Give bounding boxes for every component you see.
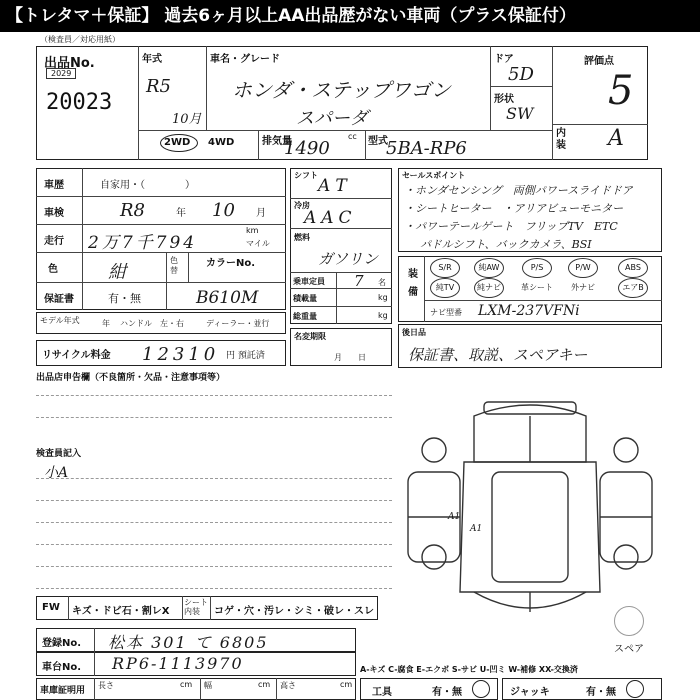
inspection-month: 10 <box>212 200 235 221</box>
tools-label: 工具 <box>372 687 392 698</box>
registration-value: 松本 301 て 6805 <box>108 633 269 652</box>
shift-value: AT <box>318 176 353 196</box>
inspector-value: 小A <box>44 465 69 481</box>
spare-circle <box>614 606 644 636</box>
later-label: 後日品 <box>402 328 426 337</box>
model-label: 車名・グレード <box>210 54 280 65</box>
interior-label: 内装 <box>556 128 566 151</box>
cert-height-label: 高さ <box>280 681 296 690</box>
fuel-value: ガソリン <box>318 250 379 268</box>
recycle-label: リサイクル料金 <box>42 350 111 361</box>
name-change-unit: 月 日 <box>334 353 366 362</box>
recycle-value: 12310 <box>142 344 220 365</box>
cert-width-unit: cm <box>258 680 271 689</box>
weight-unit: kg <box>378 311 388 320</box>
spare-label: スペア <box>614 644 644 655</box>
sales-line-4: パドルシフト、バックカメラ、BSI <box>420 238 592 251</box>
sales-line-2: ・シートヒーター ・アリアビューモニター <box>404 202 624 215</box>
equip-pw: P/W <box>568 258 598 278</box>
model-year-unit: 年 <box>102 319 110 328</box>
year-label: 年式 <box>142 54 162 65</box>
seat-label: シート内装 <box>184 598 208 616</box>
history-value: 自家用・（ ） <box>100 180 195 191</box>
displacement-value: 1490 <box>284 138 330 159</box>
model-year-label: モデル年式 <box>40 316 80 325</box>
chassis-value: RP6-1113970 <box>112 654 244 673</box>
capacity-unit: 名 <box>378 278 386 287</box>
inspection-label: 車検 <box>44 208 64 219</box>
notes-title: 出品店申告欄（不良箇所・欠品・注意事項等） <box>36 373 226 383</box>
color-value: 紺 <box>108 262 126 283</box>
fuel-label: 燃料 <box>294 233 310 242</box>
name-change-label: 名変期限 <box>294 332 326 341</box>
history-label: 車歴 <box>44 180 64 191</box>
jack-label: ジャッキ <box>510 687 550 698</box>
lot-year-tag: 2029 <box>46 68 76 79</box>
car-diagram <box>404 392 656 632</box>
mileage-label: 走行 <box>44 236 64 247</box>
equipment-label: 装備 <box>408 269 418 298</box>
score-label: 評価点 <box>584 56 614 67</box>
displacement-label: 排気量 <box>262 136 292 147</box>
score-value: 5 <box>608 68 634 114</box>
banner: 【トレタマ＋保証】 過去6ヶ月以上AA出品歴がない車両（プラス保証付） <box>0 0 700 32</box>
drive-two: 2WD <box>164 137 191 148</box>
seat-items: コゲ・穴・汚レ・シミ・破レ・スレ <box>214 606 374 617</box>
mileage-mile: マイル <box>246 239 270 248</box>
year-era: R5 <box>146 76 172 97</box>
cc-unit: cc <box>348 132 357 141</box>
cert-height-unit: cm <box>340 680 353 689</box>
mileage-value: 2万7千794 <box>88 233 198 253</box>
warranty-value: 有・無 <box>108 292 141 305</box>
capacity-value: 7 <box>354 272 364 290</box>
lot-number: 20023 <box>46 90 113 115</box>
weight-label: 総重量 <box>293 312 317 321</box>
equip-sr: S/R <box>430 258 460 278</box>
inspection-month-unit: 月 <box>256 208 266 219</box>
inspection-year-unit: 年 <box>176 208 186 219</box>
damage-mark-2: A1 <box>470 524 483 534</box>
dealer-value: ディーラー・並行 <box>206 319 270 328</box>
color-code-label: カラーNo. <box>206 258 256 269</box>
tools-circle <box>472 680 490 698</box>
damage-mark-1: A1 <box>448 512 461 522</box>
equip-ext-navi: 外ナビ <box>571 283 595 292</box>
inspector-label: 検査員記入 <box>36 449 82 459</box>
mileage-km: km <box>246 226 259 235</box>
navi-label: ナビ型番 <box>430 308 462 317</box>
model-name: ホンダ・ステップワゴン <box>232 78 451 102</box>
shift-label: シフト <box>294 171 318 180</box>
lot-label: 出品No. <box>44 56 95 71</box>
fw-items: キズ・ドビ石・割レX <box>72 606 170 617</box>
color-label: 色 <box>48 264 58 275</box>
cert-length-label: 長さ <box>98 681 114 690</box>
capacity-label: 乗車定員 <box>293 277 325 286</box>
doors-label: ドア <box>494 54 514 65</box>
equip-ps: P/S <box>522 258 552 278</box>
equip-tv: 純TV <box>430 278 460 298</box>
type-value: 5BA-RP6 <box>386 138 467 159</box>
color-code: B610M <box>196 288 259 308</box>
doors-value: 5D <box>508 64 534 85</box>
jack-value: 有・無 <box>586 687 616 698</box>
equip-abs: ABS <box>618 258 648 278</box>
tools-value: 有・無 <box>432 687 462 698</box>
equip-navi: 純ナビ <box>474 278 504 298</box>
sales-line-1: ・ホンダセンシング 両側パワースライドドア <box>404 184 633 197</box>
cert-width-label: 幅 <box>204 681 212 690</box>
warranty-label: 保証書 <box>44 294 74 305</box>
load-label: 積載量 <box>293 294 317 303</box>
navi-value: LXM-237VFNi <box>478 303 580 319</box>
ac-value: AAC <box>304 208 357 228</box>
type-label: 型式 <box>368 136 388 147</box>
shape-value: SW <box>506 104 534 123</box>
interior-value: A <box>608 126 624 151</box>
chassis-label: 車台No. <box>42 662 82 673</box>
damage-legend: A-キズ C-腐食 E-エクボ S-サビ U-凹ミ W-補修 XX-交換済 <box>360 665 578 674</box>
cert-label: 車庫証明用 <box>40 686 86 696</box>
cert-length-unit: cm <box>180 680 193 689</box>
equip-aw: 純AW <box>474 258 504 278</box>
inspection-value: R8 <box>120 200 146 221</box>
model-grade: スパーダ <box>296 108 368 129</box>
later-value: 保証書、取説、スペアキー <box>408 346 588 364</box>
sales-label: セールスポイント <box>402 171 466 180</box>
sales-line-3: ・パワーテールゲート フリップTV ETC <box>404 220 618 233</box>
load-unit: kg <box>378 293 388 302</box>
jack-circle <box>626 680 644 698</box>
handle-value: ハンドル 左・右 <box>120 319 184 328</box>
shape-label: 形状 <box>494 94 514 105</box>
top-caption: （検査員／対応用紙） <box>40 35 120 44</box>
equip-airbag: エアB <box>618 278 648 298</box>
recycle-unit: 円 預託済 <box>226 351 265 361</box>
equip-leather: 革シート <box>521 283 553 292</box>
registration-label: 登録No. <box>42 638 82 649</box>
ac-label: 冷房 <box>294 201 310 210</box>
year-month: 10月 <box>172 112 202 127</box>
color-change-label: 色替 <box>170 256 178 275</box>
fw-label: FW <box>42 602 60 613</box>
drive-four: 4WD <box>208 137 235 148</box>
